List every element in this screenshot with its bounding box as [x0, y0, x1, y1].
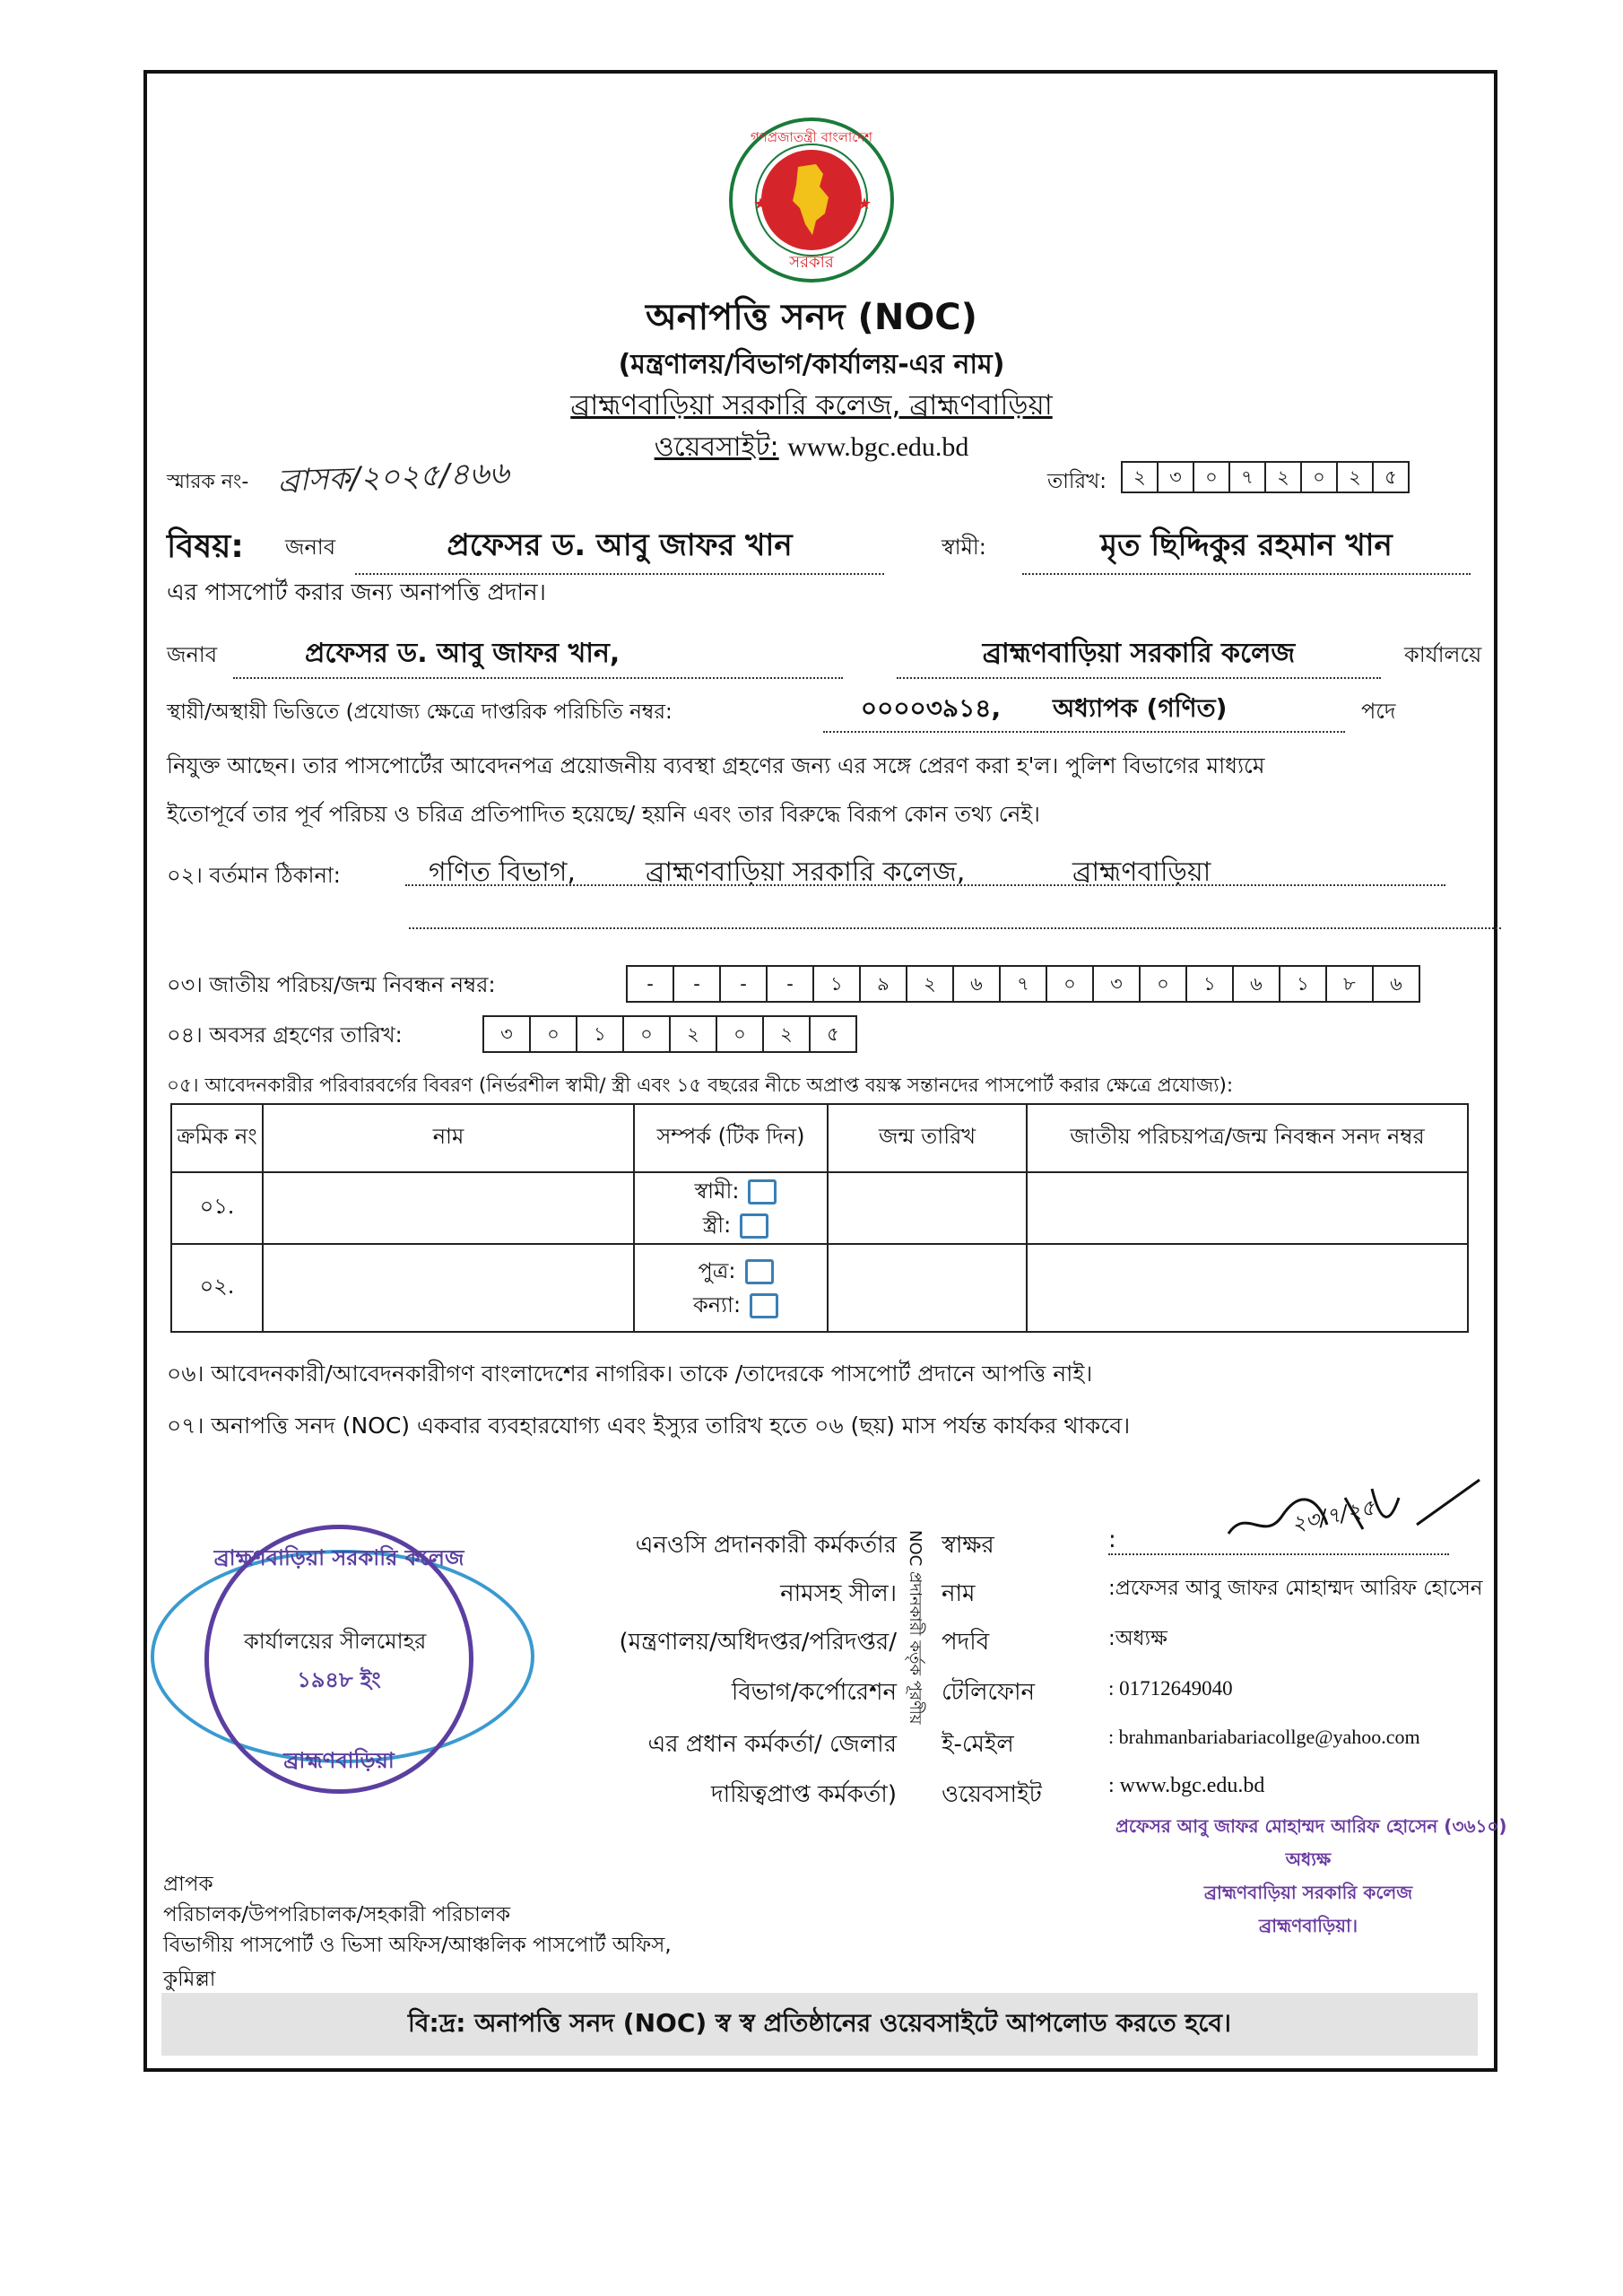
- recipient-line-2: বিভাগীয় পাসপোর্ট ও ভিসা অফিস/আঞ্চলিক পাসপোর্ট অফিস,: [163, 1934, 672, 1957]
- seal-top-text: ব্রাহ্মণবাড়িয়া সরকারি কলেজ: [213, 1545, 464, 1570]
- stamp-designation: অধ্যক্ষ: [1285, 1848, 1332, 1870]
- wife-checkbox[interactable]: [740, 1213, 768, 1239]
- post-word: পদে: [1361, 699, 1396, 724]
- header-dob: জন্ম তারিখ: [828, 1104, 1027, 1172]
- stamp-name: প্রফেসর আবু জাফর মোহাম্মদ আরিফ হোসেন (৩৬১০): [1115, 1815, 1507, 1837]
- signature-date: ২৩/৭/২৫: [1289, 1494, 1377, 1537]
- date-digit-box: ৫: [1384, 466, 1397, 488]
- nid-boxes: [626, 965, 1420, 1003]
- retirement-boxes: [482, 1015, 857, 1053]
- retirement-digit-box: ২: [764, 1017, 811, 1051]
- header-serial: ক্রমিক নং: [171, 1104, 263, 1172]
- subject-line2: এর পাসপোর্ট করার জন্য অনাপত্তি প্রদান।: [167, 579, 546, 606]
- emblem-bottom-text: সরকার: [789, 253, 834, 272]
- document-subtitle: (মন্ত্রণালয়/বিভাগ/কার্যালয়-এর নাম): [618, 349, 1005, 380]
- validity-clause: ০৭। অনাপত্তি সনদ (NOC) একবার ব্যবহারযোগ্য এবং ইস্যুর তারিখ হতে ০৬ (ছয়) মাস পর্যন্ত কার্যকর থাকবে।: [167, 1413, 1131, 1439]
- emblem-top-text: গণপ্রজাতন্ত্রী বাংলাদেশ: [750, 129, 873, 145]
- row-nid-cell[interactable]: [1027, 1244, 1468, 1332]
- header-name: নাম: [263, 1104, 634, 1172]
- value-website: : www.bgc.edu.bd: [1108, 1774, 1265, 1797]
- header-relation: সম্পর্ক (টিক দিন): [634, 1104, 828, 1172]
- nid-digit-box: ৮: [1327, 967, 1374, 1001]
- memo-number-handwritten: ব্রাসক/২০২৫/৪৬৬: [277, 455, 510, 500]
- nid-digit-box: ৬: [1234, 967, 1280, 1001]
- retirement-digit-box: ১: [577, 1017, 624, 1051]
- signatory-left-1: এনওসি প্রদানকারী কর্মকর্তার: [635, 1532, 897, 1559]
- nid-digit-box: -: [721, 967, 768, 1001]
- nid-label: ০৩। জাতীয় পরিচয়/জন্ম নিবন্ধন নম্বর:: [167, 972, 496, 997]
- retirement-digit-box: ০: [717, 1017, 764, 1051]
- id-line-prefix: স্থায়ী/অস্থায়ী ভিত্তিতে (প্রযোজ্য ক্ষেত্রে দাপ্তরিক পরিচিতি নম্বর:: [167, 700, 673, 724]
- husband-name: মৃত ছিদ্দিকুর রহমান খান: [1022, 522, 1471, 575]
- subject-name: প্রফেসর ড. আবু জাফর খান: [355, 522, 884, 575]
- date-digit-box: ০: [1302, 463, 1338, 491]
- footer-note: বি:দ্র: অনাপত্তি সনদ (NOC) স্ব স্ব প্রতিষ্ঠানের ওয়েবসাইটে আপলোড করতে হবে।: [161, 1993, 1478, 2056]
- value-phone: : 01712649040: [1108, 1677, 1233, 1700]
- row-dob-cell[interactable]: [828, 1172, 1027, 1244]
- recipient-line-3: কুমিল্লা: [163, 1968, 216, 1991]
- body-line4: ইতোপূর্বে তার পূর্ব পরিচয় ও চরিত্র প্রতিপাদিত হয়েছে/ হয়নি এবং তার বিরুদ্ধে বিরূপ কোন তথ্য নেই।: [167, 801, 1040, 827]
- signatory-left-2: নামসহ সীল।: [780, 1580, 897, 1607]
- nid-digit-box: ০: [1047, 967, 1094, 1001]
- recipient-line-1: পরিচালক/উপপরিচালক/সহকারী পরিচালক: [163, 1903, 511, 1926]
- nid-digit-box: ৯: [861, 967, 907, 1001]
- relation-wife-label: স্ত্রী:: [702, 1213, 732, 1238]
- label-signature: স্বাক্ষর: [942, 1532, 994, 1559]
- relation-cell: [634, 1172, 828, 1244]
- principal-stamp: [1115, 1813, 1507, 1943]
- vertical-note: NOC প্রদানকারী কর্তৃক পূরণীয়: [906, 1530, 924, 1725]
- date-digit-box: ২: [1338, 463, 1374, 491]
- husband-checkbox[interactable]: [748, 1179, 777, 1205]
- body-organization: ব্রাহ্মণবাড়িয়া সরকারি কলেজ: [897, 631, 1381, 679]
- nid-digit-box: ২: [907, 967, 954, 1001]
- address-part-2: ব্রাহ্মণবাড়িয়া সরকারি কলেজ,: [646, 857, 966, 888]
- body-line3: নিযুক্ত আছেন। তার পাসপোর্টের আবেদনপত্র প্রয়োজনীয় ব্যবস্থা গ্রহণের জন্য এর সঙ্গে প্রেরণ করা হ'ল। পুলিশ বিভাগের মাধ্যমে: [167, 752, 1265, 778]
- row-name-cell[interactable]: [263, 1172, 634, 1244]
- table-row: [171, 1244, 1468, 1332]
- relation-daughter-label: কন্যা:: [692, 1292, 742, 1318]
- address-line-2: [409, 915, 1501, 929]
- header-nid: জাতীয় পরিচয়পত্র/জন্ম নিবন্ধন সনদ নম্বর: [1027, 1104, 1468, 1172]
- row-nid-cell[interactable]: [1027, 1172, 1468, 1244]
- nid-digit-box: ১: [1187, 967, 1234, 1001]
- label-email: ই-মেইল: [942, 1731, 1014, 1758]
- row-dob-cell[interactable]: [828, 1244, 1027, 1332]
- label-website: ওয়েবসাইট: [942, 1781, 1042, 1808]
- retirement-digit-box: ২: [671, 1017, 717, 1051]
- nid-digit-box: -: [674, 967, 721, 1001]
- family-label: ০৫। আবেদনকারীর পরিবারবর্গের বিবরণ (নির্ভরশীল স্বামী/ স্ত্রী এবং ১৫ বছরের নীচে অপ্রাপ্ত বয়স্ক সন্তানদের পাসপোর্ট করার ক্ষেত্রে প্রযোজ্য):: [167, 1074, 1234, 1097]
- subject-label: বিষয়:: [167, 528, 244, 565]
- government-emblem: [726, 115, 897, 285]
- date-boxes: [1121, 461, 1410, 493]
- signatory-left-5: এর প্রধান কর্মকর্তা/ জেলার: [647, 1731, 897, 1758]
- value-email: : brahmanbariabariacollge@yahoo.com: [1108, 1726, 1420, 1748]
- date-digit-box: ২: [1266, 463, 1302, 491]
- retirement-digit-box: ৫: [827, 1023, 839, 1045]
- nid-digit-box: -: [628, 967, 674, 1001]
- svg-text:★: ★: [753, 195, 768, 213]
- nid-digit-box: ৩: [1094, 967, 1141, 1001]
- relation-son-label: পুত্র:: [698, 1258, 736, 1283]
- retirement-digit-box: ০: [531, 1017, 577, 1051]
- address-part-3: ব্রাহ্মণবাড়িয়া: [1072, 857, 1211, 888]
- daughter-checkbox[interactable]: [750, 1293, 778, 1318]
- seal-year: ১৯৪৮ ইং: [297, 1667, 381, 1692]
- table-row: [171, 1172, 1468, 1244]
- relation-husband-label: স্বামী:: [694, 1178, 740, 1204]
- label-designation: পদবি: [942, 1629, 990, 1656]
- address-label: ০২। বর্তমান ঠিকানা:: [167, 863, 341, 888]
- nid-digit-box: ১: [1280, 967, 1327, 1001]
- seal-caption: কার্যালয়ের সীলমোহর: [244, 1629, 427, 1654]
- seal-bottom-text: ব্রাহ্মণবাড়িয়া: [283, 1748, 395, 1773]
- date-digit-box: ৭: [1230, 463, 1266, 491]
- nid-digit-box: ৬: [954, 967, 1001, 1001]
- stamp-college: ব্রাহ্মণবাড়িয়া সরকারি কলেজ: [1203, 1882, 1413, 1903]
- nid-digit-box: -: [768, 967, 814, 1001]
- retirement-digit-box: ৩: [484, 1017, 531, 1051]
- signatory-left-3: (মন্ত্রণালয়/অধিদপ্তর/পরিদপ্তর/: [619, 1629, 897, 1656]
- stamp-city: ব্রাহ্মণবাড়িয়া।: [1258, 1915, 1358, 1936]
- date-label: তারিখ:: [1047, 470, 1107, 493]
- retirement-digit-box: ০: [624, 1017, 671, 1051]
- signatory-left-4: বিভাগ/কর্পোরেশন: [731, 1679, 897, 1706]
- husband-label: স্বামী:: [942, 535, 986, 560]
- date-digit-box: ০: [1194, 463, 1230, 491]
- nid-digit-box: ১: [814, 967, 861, 1001]
- official-id: ০০০০৩৯১৪,: [823, 689, 1038, 733]
- row-serial: ০১.: [171, 1172, 263, 1244]
- signatory-left-6: দায়িত্বপ্রাপ্ত কর্মকর্তা): [710, 1781, 897, 1808]
- citizenship-clause: ০৬। আবেদনকারী/আবেদনকারীগণ বাংলাদেশের নাগরিক। তাকে /তাদেরকে পাসপোর্ট প্রদানে আপত্তি নাই।: [167, 1361, 1093, 1387]
- label-name: নাম: [942, 1580, 976, 1607]
- son-checkbox[interactable]: [745, 1259, 774, 1284]
- body-mr: জনাব: [167, 642, 218, 667]
- row-serial: ০২.: [171, 1244, 263, 1332]
- relation-cell: [634, 1244, 828, 1332]
- date-digit-box: ২: [1123, 463, 1159, 491]
- nid-digit-box: ৭: [1001, 967, 1047, 1001]
- value-designation: :অধ্যক্ষ: [1108, 1627, 1167, 1650]
- body-name: প্রফেসর ড. আবু জাফর খান,: [233, 631, 843, 679]
- website-value: www.bgc.edu.bd: [787, 432, 969, 462]
- row-name-cell[interactable]: [263, 1244, 634, 1332]
- date-digit-box: ৩: [1159, 463, 1194, 491]
- recipient-title: প্রাপক: [163, 1873, 213, 1896]
- website-label: ওয়েবসাইট:: [654, 431, 779, 463]
- nid-digit-box: ৬: [1390, 973, 1402, 995]
- value-name: :প্রফেসর আবু জাফর মোহাম্মদ আরিফ হোসেন: [1108, 1577, 1483, 1600]
- retirement-label: ০৪। অবসর গ্রহণের তারিখ:: [167, 1022, 403, 1048]
- subject-mr: জনাব: [285, 535, 336, 560]
- label-phone: টেলিফোন: [942, 1679, 1036, 1706]
- family-table: [170, 1103, 1469, 1333]
- document-title: অনাপত্তি সনদ (NOC): [646, 297, 977, 338]
- nid-digit-box: ০: [1141, 967, 1187, 1001]
- office-name: ব্রাহ্মণবাড়িয়া সরকারি কলেজ, ব্রাহ্মণবাড়িয়া: [570, 389, 1053, 422]
- svg-text:★: ★: [857, 195, 872, 213]
- value-signature: :: [1108, 1526, 1449, 1555]
- office-word: কার্যালয়ে: [1404, 642, 1482, 667]
- memo-label: স্মারক নং-: [167, 471, 249, 493]
- address-part-1: গণিত বিভাগ,: [429, 857, 576, 888]
- designation: অধ্যাপক (গণিত): [1040, 689, 1345, 733]
